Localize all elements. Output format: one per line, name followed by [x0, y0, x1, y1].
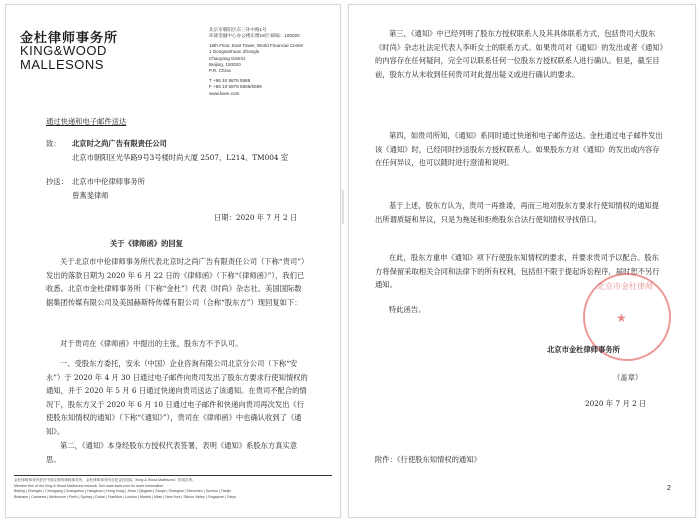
delivery-method: 通过快递和电子邮件送达 [46, 117, 127, 126]
firm-logo-english-line-2: MALLESONS [20, 57, 104, 72]
address-en-line: Chaoyang District [209, 55, 246, 61]
firm-logo-chinese: 金杜律师事务所 [20, 31, 119, 46]
footer-line: Brisbane | Canberra | Melbourne | Perth | Sydney | Dubai | Frankfurt | London | Madrid | Milan | New York | Silicon Valley | Singapore | Tokyo [14, 494, 237, 499]
paragraph-4: 第二，《通知》本身经股东方授权代表签署，表明《通知》系股东方真实意思。 [46, 441, 298, 464]
footer-rule [14, 475, 332, 476]
address-cn-line-1: 北京市朝阳区东三环中路1号 [209, 27, 267, 32]
signatory-firm: 北京市金杜律师事务所 [547, 345, 620, 354]
footer-line: Member firm of the King & Wood Mallesons network. See www.kwm.com for more information. [14, 483, 165, 488]
paragraph-7: 基于上述，股东方认为，贵司一再推诿，再而三地对股东方要求行使知情权的通知提出所谓质疑和异议，只是为拖延和拒绝股东合法行使知情权寻找借口。 [375, 201, 659, 224]
paragraph-6: 第四，如贵司所知，《通知》系同时通过快递和电子邮件送达。金杜通过电子邮件发出该《通知》时，已经同时抄送股东方授权联系人。如果股东方对《通知》的发出或内容存在任何异议，也可以随时进行澄清和说明。 [375, 131, 663, 168]
page-number: 2 [667, 485, 671, 492]
cc-label: 抄送： [46, 177, 68, 186]
footer-line: Beijing | Chengdu | Chongqing | Guangzhou | Hangzhou | Hong Kong | Jinan | Qingdao | Sanya | Shanghai | Shenzhen | Suzhou | Tianjin [14, 489, 232, 494]
recipient-name: 北京时之尚广告有限责任公司 [72, 139, 167, 148]
address-en-line: Beijing, 100020 [209, 62, 241, 68]
paragraph-1: 关于北京市中伦律师事务所代表北京时之尚广告有限责任公司（下称“贵司”）发出的落款日期为 2020 年 6 月 22 日的《律师函》（下称“《律师函》”），我们已收悉。北京市金杜律师事务所（下称“金杜”）代表《时尚》杂志社、美国国际数据集团传媒有限公司及美国赫斯特传媒有限公司（合称“股东方”）现回复如下： [46, 257, 305, 307]
seal-star-icon: ★ [616, 311, 627, 325]
website: www.kwm.com [209, 90, 240, 96]
to-label: 致： [46, 139, 61, 148]
cc-firm: 北京市中伦律师事务所 [72, 177, 145, 186]
cc-person: 曾燕斐律师 [72, 191, 109, 200]
address-en-line: 1 Dongsanhuan Zhonglu [209, 49, 260, 55]
paragraph-5: 第三，《通知》中已经列明了股东方授权联系人及其具体联系方式，包括贵司大股东《时尚》杂志社法定代表人李昕女士的联系方式。如果贵司对《通知》的发出或者《通知》的内容存在任何疑问，完全可以联系任何一位股东方授权联系人进行确认。但是，截至目前，股东方从未收到任何贵司对此提出疑义或进行确认的要求。 [375, 29, 664, 79]
letter-page-2 [348, 4, 696, 518]
address-en-line: 18th Floor, East Tower, World Financial Center [209, 42, 304, 48]
firm-logo-english-line-1: KING&WOOD [20, 43, 107, 58]
paragraph-8: 在此，股东方重申《通知》项下行使股东知情权的要求，并要求贵司予以配合。股东方将保留采取相关合同和法律下的所有权利，包括但不限于提起诉讼程序，届时恕不另行通知。 [375, 253, 660, 290]
paragraph-2: 对于贵司在《律师函》中提出的主张，股东方不予认可。 [60, 339, 243, 348]
letter-date: 日期：2020 年 7 月 2 日 [214, 213, 298, 222]
footer-line: 金杜律师事务所是在中国注册的律师事务所，金杜律师事务所亦是金杜国际（King & Wood Mallesons）的成员所。 [14, 478, 196, 482]
seal-text: 北京市金杜律师 [597, 282, 653, 291]
seal-label: （盖章） [613, 373, 643, 382]
address-cn-line-2: 环球金融中心办公楼东楼18层 邮编：100020 [209, 33, 300, 39]
address-en-line: P.R. China [209, 68, 231, 74]
attachment-note: 附件：《行使股东知情权的通知》 [375, 455, 481, 464]
letter-footer [14, 478, 332, 500]
page-divider [342, 190, 344, 224]
letter-page-1 [5, 4, 341, 518]
paragraph-3: 一、受股东方委托，安永（中国）企业咨询有限公司北京分公司（下称“安永”）于 2020 年 4 月 30 日通过电子邮件向贵司发出了股东方要求行使知情权的通知，并于 2020 年 5 月 6 日通过快递向贵司送达了该通知。在贵司不配合的情况下，股东方又于 2020 年 6 月 10 日通过电子邮件和快递向贵司再次发出《行使股东知情权的通知》（下称“《通知》”），贵司在《律师函》中也确认收到了《通知》。 [46, 359, 308, 436]
recipient-address: 北京市朝阳区光华路9号3号楼时尚大厦 2507、L214、TM004 室 [72, 153, 289, 162]
letterhead-address [209, 27, 304, 97]
letter-subject: 关于《律师函》的回复 [110, 239, 183, 248]
paragraph-9: 特此函告。 [389, 305, 426, 314]
fax: F +86 10 5878 5566/5599 [209, 84, 262, 90]
signature-date: 2020 年 7 月 2 日 [585, 399, 647, 408]
telephone: T +86 10 5878 5588 [209, 77, 251, 83]
